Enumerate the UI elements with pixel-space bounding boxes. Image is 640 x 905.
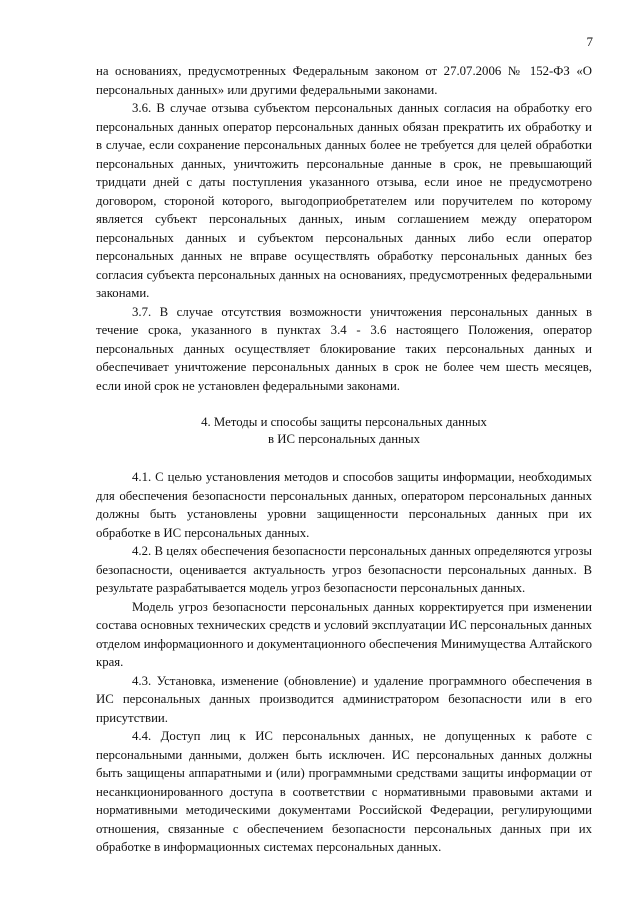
document-body xyxy=(96,62,592,857)
section-heading xyxy=(96,414,592,448)
section-heading-line-1: 4. Методы и способы защиты персональных данных xyxy=(201,415,487,429)
paragraph-4-1: 4.1. С целью установления методов и способов защиты информации, необходимых для обеспечения безопасности персональных данных, оператором персональных данных должны быть установлены уровни защищенности персональных данных при их обработке в ИС персональных данных. xyxy=(96,470,592,540)
page-number: 7 xyxy=(586,34,593,49)
paragraph-3-7: 3.7. В случае отсутствия возможности уничтожения персональных данных в течение срока, указанного в пунктах 3.4 - 3.6 настоящего Положения, оператор персональных данных осуществляет блокирование таких персональных данных и обеспечивает уничтожение персональных данных в срок не более чем шесть месяцев, если иной срок не установлен федеральными законами. xyxy=(96,304,592,393)
paragraph-4-4: 4.4. Доступ лиц к ИС персональных данных, не допущенных к работе с персональными данными, должен быть исключен. ИС персональных данных должны быть защищены аппаратными и (или) программными средствами защиты информации от несанкционированного доступа в соответствии с нормативными правовыми актами и нормативными методическими документами Российской Федерации, регулирующими отношения, связанные с обеспечением безопасности персональных данных при их обработке в информационных системах персональных данных. xyxy=(96,729,592,854)
paragraph-4-2: 4.2. В целях обеспечения безопасности персональных данных определяются угрозы безопасности, оценивается актуальность угроз безопасности персональных данных. В результате разрабатывается модель угроз безопасности персональных данных. xyxy=(96,544,592,595)
paragraph-3-6: 3.6. В случае отзыва субъектом персональных данных согласия на обработку его персональных данных оператор персональных данных обязан прекратить их обработку и в случае, если сохранение персональных данных более не требуется для целей обработки персональных данных, уничтожить персональные данные в срок, не превышающий тридцати дней с даты поступления указанного отзыва, если иное не предусмотрено договором, стороной которого, выгодоприобретателем или поручителем по которому является субъект персональных данных, иным соглашением между оператором персональных данных и субъектом персональных данных либо если оператор персональных данных не вправе осуществлять обработку персональных данных без согласия субъекта персональных данных на основаниях, предусмотренных федеральными законами. xyxy=(96,101,592,300)
paragraph-threat-model: Модель угроз безопасности персональных данных корректируется при изменении состава основных технических средств и условий эксплуатации ИС персональных данных отделом информационного и документационного обеспечения Минимущества Алтайского края. xyxy=(96,599,592,669)
paragraph-4-3: 4.3. Установка, изменение (обновление) и удаление программного обеспечения в ИС персональных данных производится администратором безопасности или в его присутствии. xyxy=(96,673,592,725)
paragraph-continuation: на основаниях, предусмотренных Федеральным законом от 27.07.2006 № 152-ФЗ «О персональных данных» или другими федеральными законами. xyxy=(96,64,592,97)
section-heading-line-2: в ИС персональных данных xyxy=(267,432,420,446)
